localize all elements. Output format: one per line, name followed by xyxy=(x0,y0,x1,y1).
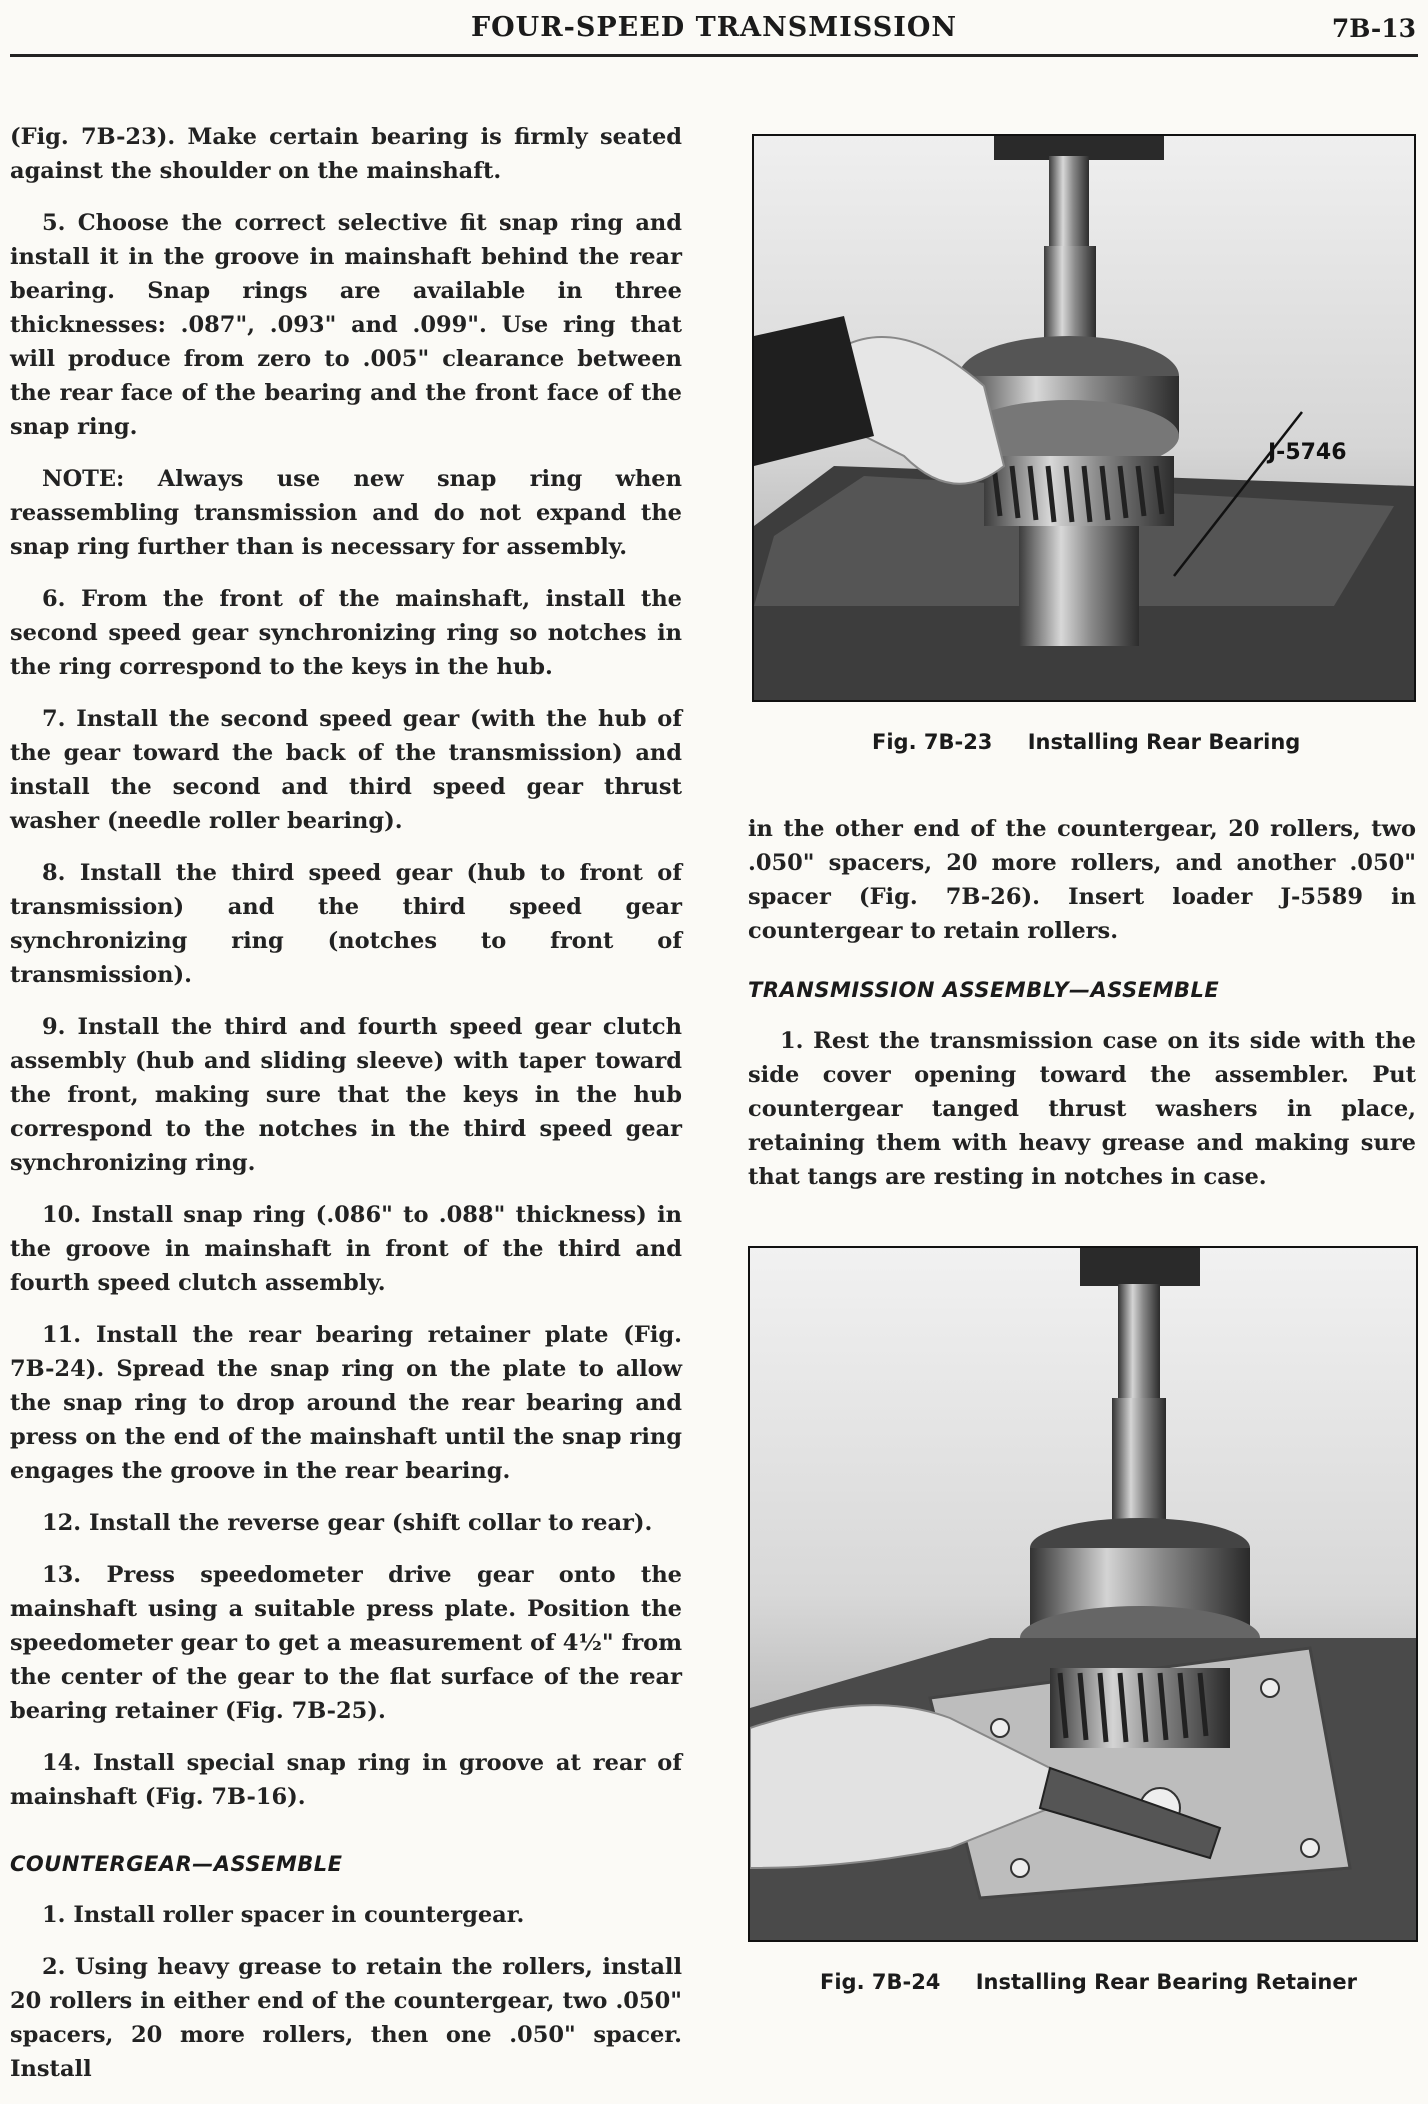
page-header xyxy=(0,0,1428,60)
figure-caption-text: Installing Rear Bearing Retainer xyxy=(975,1970,1357,1994)
step-14: 14. Install special snap ring in groove at rear of mainshaft (Fig. 7B-16). xyxy=(10,1750,682,1810)
figure-number: Fig. 7B-23 xyxy=(872,730,993,754)
step-12: 12. Install the reverse gear (shift collar to rear). xyxy=(42,1510,653,1536)
step-9: 9. Install the third and fourth speed gear clutch assembly (hub and sliding sleeve) with taper toward the front, making sure that the keys in the hub correspond to the notches in the third speed gear synchronizing ring. xyxy=(10,1014,682,1176)
countergear-step-2: 2. Using heavy grease to retain the rollers, install 20 rollers in either end of the countergear, two .050" spacers, 20 more rollers, then one .050" spacer. Install xyxy=(10,1954,682,2082)
assembly-step-1: 1. Rest the transmission case on its side with the side cover opening toward the assembler. Put countergear tanged thrust washers in place, retaining them with heavy grease and making sure that tangs are resting in notches in case. xyxy=(748,1028,1416,1190)
running-title: FOUR-SPEED TRANSMISSION xyxy=(470,12,958,43)
step-6: 6. From the front of the mainshaft, install the second speed gear synchronizing ring so notches in the ring correspond to the keys in the hub. xyxy=(10,586,682,680)
countergear-step-1: 1. Install roller spacer in countergear. xyxy=(42,1902,525,1928)
figure-caption-7b23 xyxy=(872,730,1300,754)
step-13: 13. Press speedometer drive gear onto the mainshaft using a suitable press plate. Position the speedometer gear to get a measurement of 4½" from the center of the gear to the flat surface of the rear bearing retainer (Fig. 7B-25). xyxy=(10,1562,682,1724)
step-5: 5. Choose the correct selective fit snap ring and install it in the groove in mainshaft behind the rear bearing. Snap rings are available in three thicknesses: .087", .093" and .099". Use ring that will produce from zero to .005" clearance between the rear face of the bearing and the front face of the snap ring. xyxy=(10,210,682,440)
right-column xyxy=(748,812,1416,1212)
retainer-photo xyxy=(750,1248,1416,1940)
header-rule xyxy=(10,54,1418,57)
section-heading-countergear: COUNTERGEAR—ASSEMBLE xyxy=(10,1852,343,1876)
step-10: 10. Install snap ring (.086" to .088" thickness) in the groove in mainshaft in front of the third and fourth speed clutch assembly. xyxy=(10,1202,682,1296)
tool-callout-j5746: J-5746 xyxy=(1268,440,1347,465)
section-heading-transmission-assembly: TRANSMISSION ASSEMBLY—ASSEMBLE xyxy=(748,978,1220,1002)
paragraph: (Fig. 7B-23). Make certain bearing is firmly seated against the shoulder on the mainshaft. xyxy=(10,124,682,184)
figure-installing-rear-bearing xyxy=(752,134,1416,702)
paragraph: in the other end of the countergear, 20 rollers, two .050" spacers, 20 more rollers, and another .050" spacer (Fig. 7B-26). Insert loader J-5589 in countergear to retain rollers. xyxy=(748,816,1416,944)
figure-caption-7b24 xyxy=(820,1970,1357,1994)
page-number: 7B-13 xyxy=(1331,14,1416,43)
note: NOTE: Always use new snap ring when reassembling transmission and do not expand the snap ring further than is necessary for assembly. xyxy=(10,466,682,560)
step-11: 11. Install the rear bearing retainer plate (Fig. 7B-24). Spread the snap ring on the plate to allow the snap ring to drop around the rear bearing and press on the end of the mainshaft until the snap ring engages the groove in the rear bearing. xyxy=(10,1322,682,1484)
left-column xyxy=(10,120,682,2104)
step-7: 7. Install the second speed gear (with the hub of the gear toward the back of the transmission) and install the second and third speed gear thrust washer (needle roller bearing). xyxy=(10,706,682,834)
step-8: 8. Install the third speed gear (hub to front of transmission) and the third speed gear synchronizing ring (notches to front of transmission). xyxy=(10,860,682,988)
figure-installing-rear-bearing-retainer xyxy=(748,1246,1418,1942)
figure-caption-text: Installing Rear Bearing xyxy=(1027,730,1301,754)
figure-number: Fig. 7B-24 xyxy=(820,1970,941,1994)
press-photo xyxy=(754,136,1414,700)
